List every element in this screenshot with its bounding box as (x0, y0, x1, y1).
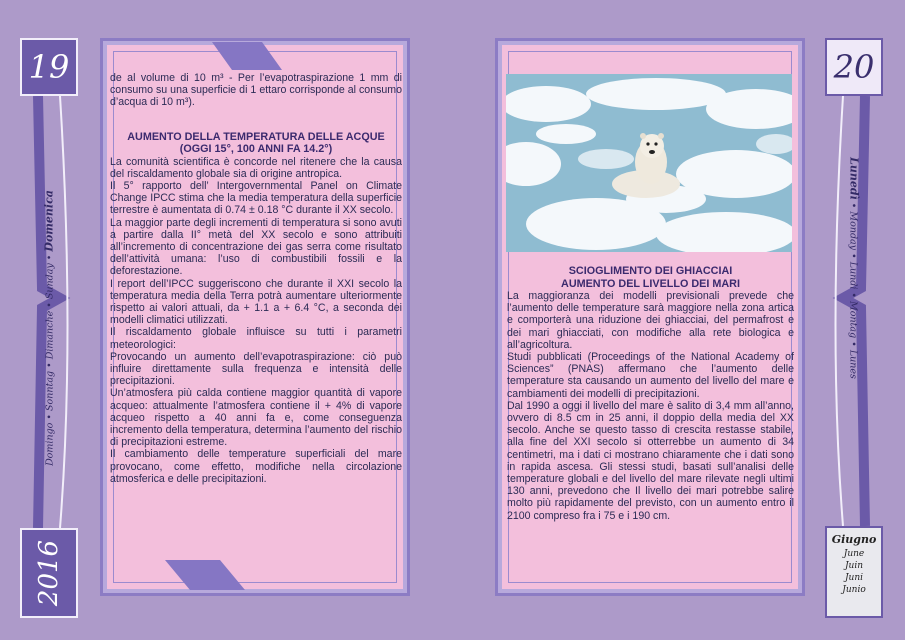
paragraph: Provocando un aumento dell’evapotraspirazione: ciò può influire direttamente sulla frequenza e intensità delle precipitazioni. (110, 350, 402, 388)
day-number-box (20, 38, 78, 96)
paragraph: Studi pubblicati (Proceedings of the National Academy of Sciences” (PNAS) affermano che l’aumento delle temperature sta causando un aumento del livello del mare e cambiamenti dei modelli di precipitazioni. (507, 351, 794, 400)
month-name: Juni (844, 573, 864, 583)
weekday-names: Domingo • Sonntag • Dimanche • Sunday • Domenica (42, 190, 56, 466)
weekday-name: Lunes (847, 349, 859, 379)
day-number: 19 (28, 48, 70, 86)
weekday-names: Lunedì • Monday • Lundi • Montag • Lunes (847, 157, 861, 379)
left-heading-line1: AUMENTO DELLA TEMPERATURA DELLE ACQUE (127, 130, 385, 143)
weekday-name: Montag (847, 301, 859, 339)
weekday-name: Dimanche (44, 310, 56, 360)
month-box (825, 526, 883, 618)
paragraph: Il 5° rapporto dell’ Intergovernmental Panel on Climate Change IPCC stima che la media temperatura della superficie terrestre è aumentata di 0.74 ± 0.18 °C durante il XX secolo. (110, 180, 402, 217)
paragraph: La comunità scientifica è concorde nel ritenere che la causa del riscaldamento globale sia di origine antropica. (110, 155, 402, 180)
paragraph: La maggior parte degli incrementi di temperatura si sono avuti a partire dalla II° metà del XX secolo e sono attribuiti all’incremento di concentrazione dei gas serra come risultato dell’attività umana: l’uso di combustibili fossili e la deforestazione. (110, 216, 402, 278)
paragraph: Il riscaldamento globale influisce su tutti i parametri meteorologici: (110, 326, 402, 351)
paragraph: Dal 1990 a oggi il livello del mare è salito di 3,4 mm all’anno, ovvero di 8.5 cm in 25 anni, il doppio della media del XX secolo. Anche se questo tasso di crescita restasse stabile, alla fine del XXI secolo si otterrebbe un aumento di 34 centimetri, ma i dati ci mostrano chiaramente che i dati sono in rapida ascesa. Gli stessi studi, basati sull’analisi delle temperature globali e del livello del mare rilevate negli ultimi 130 anni, prevedono che Il livello dei mari potrebbe salire molto più rapidamente del previsto, con un aumento entro il 2100 compreso fra i 75 e i 190 cm. (507, 399, 794, 522)
intro-paragraph: de al volume di 10 m³ - Per l’evapotraspirazione 1 mm di consumo su una superficie di 1 ettaro corrisponde al consumo d’acqua di 10 m³). (110, 72, 402, 109)
paragraph: Un’atmosfera più calda contiene maggior quantità di vapore acqueo: attualmente l’atmosfera contiene il + 4% di vapore acqueo rispetto a 40 anni fa e, come conseguenza incremento della temperatura, determina l’aumento del rischio di precipitazioni estreme. (110, 387, 402, 449)
month-name: Junio (842, 585, 866, 595)
weekday-name: Lundi (847, 261, 859, 290)
weekday-name: Domingo (44, 422, 56, 466)
day-number: 20 (833, 48, 875, 86)
month-name: Juin (844, 561, 864, 571)
month-main: Giugno (831, 533, 877, 546)
weekday-name: Sonntag (44, 370, 56, 411)
left-page-top-tab (212, 42, 282, 70)
year-label: 2016 (34, 539, 64, 607)
weekday-main: Domenica (42, 190, 56, 252)
day-number-box (825, 38, 883, 96)
left-date-ribbon (20, 38, 78, 618)
left-heading-line2: (OGGI 15°, 100 ANNI FA 14.2°) (179, 143, 333, 156)
paragraph: I report dell’IPCC suggeriscono che durante il XXI secolo la temperatura media della Terra potrà aumentare ulteriormente rispetto ai valori attuali, da + 1.1 a + 6.4 °C, a seconda dei modelli climatici utilizzati. (110, 277, 402, 327)
paragraph: La maggioranza dei modelli previsionali prevede che l’aumento delle temperature sarà maggiore nella zona artica e comporterà una riduzione dei ghiacciai, del permafrost e dei mari ghiacciati, con modifiche alla rete biologica e all’agricoltura. (507, 290, 794, 351)
right-page-text (507, 265, 794, 522)
month-name: June (843, 549, 865, 559)
weekday-name: Sunday (44, 263, 56, 300)
right-heading-line2: AUMENTO DEL LIVELLO DEI MARI (561, 277, 740, 290)
left-page-bottom-tab (165, 560, 245, 590)
polar-bear-illustration (506, 74, 792, 252)
paragraph: Il cambiamento delle temperature superficiali del mare provocano, come effetto, modifiche nella circolazione atmosferica e delle precipitazioni. (110, 448, 402, 485)
year-box (20, 528, 78, 618)
right-heading-line1: SCIOGLIMENTO DEI GHIACCIAI (568, 265, 733, 277)
polar-bear-photo (506, 74, 792, 252)
right-date-ribbon (825, 38, 883, 618)
weekday-main: Lunedì (847, 157, 861, 200)
left-page-text (110, 72, 402, 485)
weekday-name: Monday (847, 211, 859, 251)
